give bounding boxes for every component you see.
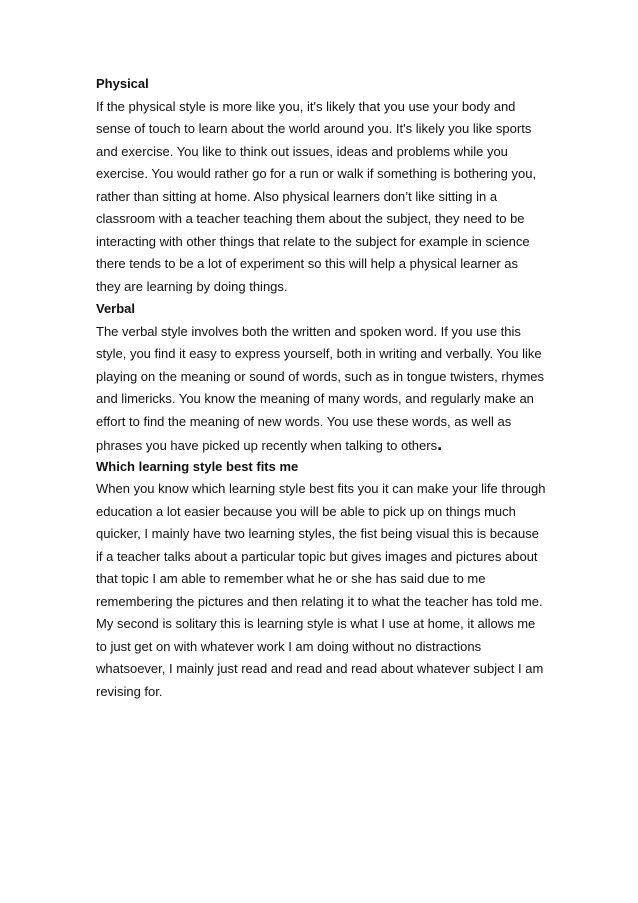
physical-line: exercise. You would rather go for a run or walk if something is bothering you,	[96, 166, 537, 181]
which-style-line: When you know which learning style best fits you it can make your life through	[96, 481, 546, 496]
verbal-line: style, you find it easy to express yourself, both in writing and verbally. You like	[96, 346, 542, 361]
which-style-line: to just get on with whatever work I am doing without no distractions	[96, 638, 482, 654]
verbal-line-text: phrases you have picked up recently when talking to others	[96, 438, 438, 453]
which-style-line: whatsoever, I mainly just read and read and read about whatever subject I am	[96, 661, 544, 676]
physical-line: and exercise. You like to think out issues, ideas and problems while you	[96, 143, 508, 159]
verbal-trailing-period: .	[437, 434, 443, 454]
physical-line: interacting with other things that relate to the subject for example in science	[96, 233, 530, 249]
which-style-line: remembering the pictures and then relating it to what the teacher has told me.	[96, 593, 543, 609]
physical-line: classroom with a teacher teaching them about the subject, they need to be	[96, 211, 525, 226]
which-style-line: education a lot easier because you will be able to pick up on things much	[96, 503, 516, 519]
physical-line: they are learning by doing things.	[96, 278, 288, 294]
which-style-line: if a teacher talks about a particular topic but gives images and pictures about	[96, 548, 538, 564]
verbal-line: The verbal style involves both the written and spoken word. If you use this	[96, 323, 521, 339]
which-style-line: revising for.	[96, 683, 163, 699]
verbal-line: playing on the meaning or sound of words, such as in tongue twisters, rhymes	[96, 368, 545, 384]
which-style-line: that topic I am able to remember what he or she has said due to me	[96, 571, 486, 586]
section-heading-physical: Physical	[96, 76, 149, 91]
physical-line: If the physical style is more like you, it's likely that you use your body and	[96, 98, 516, 114]
physical-line: sense of touch to learn about the world around you. It's likely you like sports	[96, 121, 532, 136]
which-style-line: quicker, I mainly have two learning styles, the fist being visual this is because	[96, 526, 539, 541]
physical-line: there tends to be a lot of experiment so this will help a physical learner as	[96, 256, 519, 271]
physical-line: rather than sitting at home. Also physical learners don’t like sitting in a	[96, 188, 498, 204]
verbal-line-last	[96, 433, 556, 456]
section-heading-verbal: Verbal	[96, 301, 136, 316]
verbal-line: effort to find the meaning of new words. You use these words, as well as	[96, 413, 512, 429]
section-heading-which-style: Which learning style best fits me	[96, 458, 299, 474]
verbal-line: and limericks. You know the meaning of many words, and regularly make an	[96, 391, 534, 406]
document-page	[96, 73, 556, 703]
which-style-line: My second is solitary this is learning style is what I use at home, it allows me	[96, 616, 536, 631]
